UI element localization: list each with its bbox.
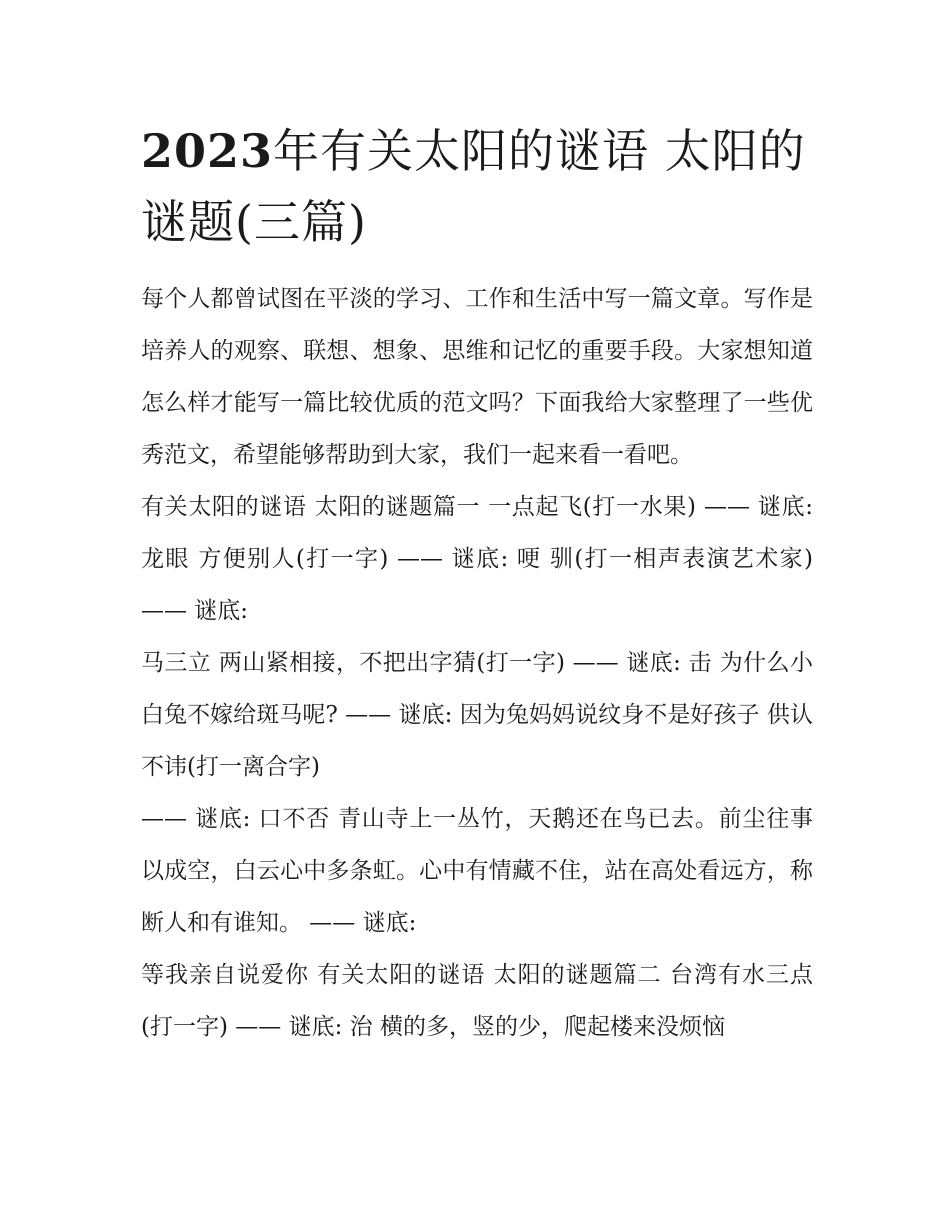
- riddle-paragraph-3: —— 谜底: 口不否 青山寺上一丛竹，天鹅还在鸟已去。前尘往事以成空，白云心中多条虹。心中有情藏不住，站在高处看远方，称断人和有谁知。 —— 谜底:: [141, 805, 813, 936]
- title-text: 年有关太阳的谜语 太阳的谜题(三篇): [141, 124, 806, 250]
- riddle-paragraph-1: 有关太阳的谜语 太阳的谜题篇一 一点起飞(打一水果) —— 谜底: 龙眼 方便别人(打一字) —— 谜底: 哽 驯(打一相声表演艺术家) —— 谜底:: [141, 493, 813, 624]
- riddle-paragraph-4: 等我亲自说爱你 有关太阳的谜语 太阳的谜题篇二 台湾有水三点 (打一字) —— 谜底: 治 横的多，竖的少，爬起楼来没烦恼: [141, 961, 813, 1040]
- riddle-paragraph-2: 马三立 两山紧相接，不把出字猜(打一字) —— 谜底: 击 为什么小白兔不嫁给斑马呢? —— 谜底: 因为兔妈妈说纹身不是好孩子 供认不讳(打一离合字): [141, 649, 813, 780]
- document-body: [141, 116, 813, 1053]
- intro-paragraph: 每个人都曾试图在平淡的学习、工作和生活中写一篇文章。写作是培养人的观察、联想、想象、思维和记忆的重要手段。大家想知道怎么样才能写一篇比较优质的范文吗？下面我给大家整理了一些优秀范文，希望能够帮助到大家，我们一起来看一看吧。: [141, 285, 813, 468]
- document-title: [141, 116, 813, 259]
- title-year: 2023: [141, 124, 274, 178]
